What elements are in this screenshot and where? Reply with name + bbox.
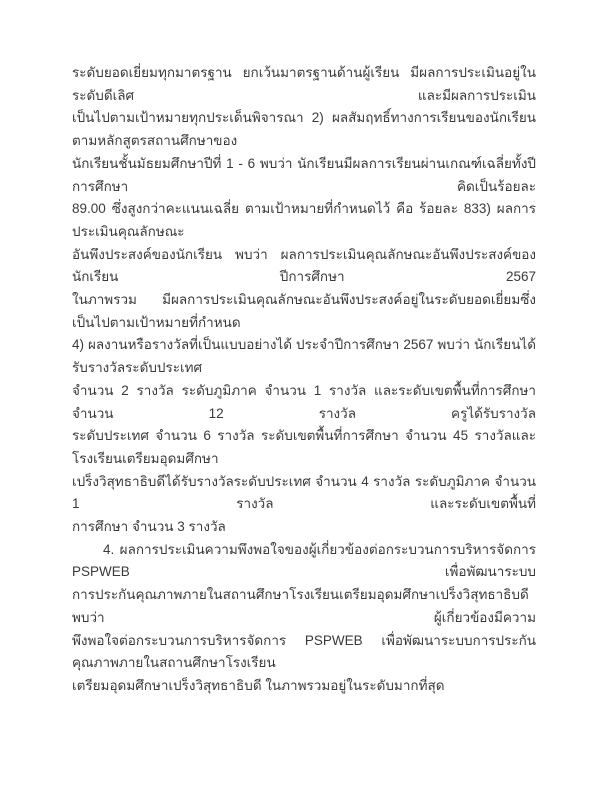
text-line: การศึกษา จำนวน 3 รางวัล: [72, 519, 226, 535]
text-line: การประกันคุณภาพภายในสถานศึกษาโรงเรียนเตรียมอุดมศึกษาเปร็งวิสุทธาธิบดี พบว่า ผู้เกี่ยวข้องมีความ: [72, 587, 536, 625]
text-line: เป็นไปตามเป้าหมายทุกประเด็นพิจารณา 2) ผลสัมฤทธิ์ทางการเรียนของนักเรียนตามหลักสูตรสถานศึกษาของ: [72, 110, 536, 149]
body-text: [72, 62, 536, 698]
text-line: เปร็งวิสุทธาธิบดีได้รับรางวัลระดับประเทศ จำนวน 4 รางวัล ระดับภูมิภาค จำนวน 1 รางวัล และระดับเขตพื้นที่: [72, 473, 536, 512]
text-line: ระดับประเทศ จำนวน 6 รางวัล ระดับเขตพื้นที่การศึกษา จำนวน 45 รางวัลและโรงเรียนเตรียมอุดมศึกษา: [72, 428, 536, 466]
text-line: 89.00 ซึ่งสูงกว่าคะแนนเฉลี่ย ตามเป้าหมายที่กำหนดไว้ คือ ร้อยละ 833) ผลการประเมินคุณลักษณะ: [72, 201, 536, 239]
text-line: อันพึงประสงค์ของนักเรียน พบว่า ผลการประเมินคุณลักษณะอันพึงประสงค์ของนักเรียน ปีการศึกษา 2567: [72, 246, 536, 285]
text-line: นักเรียนชั้นมัธยมศึกษาปีที่ 1 - 6 พบว่า นักเรียนมีผลการเรียนผ่านเกณฑ์เฉลี่ยทั้งปีการศึกษา คิดเป็นร้อยละ: [72, 155, 536, 194]
text-line: ระดับยอดเยี่ยมทุกมาตรฐาน ยกเว้นมาตรฐานด้านผู้เรียน มีผลการประเมินอยู่ในระดับดีเลิศ และมีผลการประเมิน: [72, 65, 536, 103]
paragraph-2: [72, 539, 536, 698]
text-line: จำนวน 2 รางวัล ระดับภูมิภาค จำนวน 1 รางวัล และระดับเขตพื้นที่การศึกษาจำนวน 12 รางวัล ครูได้รับรางวัล: [72, 382, 536, 421]
paragraph-1: [72, 62, 536, 539]
text-line: ในภาพรวม มีผลการประเมินคุณลักษณะอันพึงประสงค์อยู่ในระดับยอดเยี่ยมซึ่งเป็นไปตามเป้าหมายที่กำหนด: [72, 292, 536, 330]
text-line: เตรียมอุดมศึกษาเปร็งวิสุทธาธิบดี ในภาพรวมอยู่ในระดับมากที่สุด: [72, 677, 445, 693]
text-line: 4) ผลงานหรือรางวัลที่เป็นแบบอย่างได้ ประจำปีการศึกษา 2567 พบว่า นักเรียนได้รับรางวัลระดับประเทศ: [72, 337, 536, 376]
text-line: 4. ผลการประเมินความพึงพอใจของผู้เกี่ยวข้องต่อกระบวนการบริหารจัดการ PSPWEB เพื่อพัฒนาระบบ: [72, 541, 536, 580]
text-line: พึงพอใจต่อกระบวนการบริหารจัดการ PSPWEB เพื่อพัฒนาระบบการประกันคุณภาพภายในสถานศึกษาโรงเรียน: [72, 632, 536, 671]
